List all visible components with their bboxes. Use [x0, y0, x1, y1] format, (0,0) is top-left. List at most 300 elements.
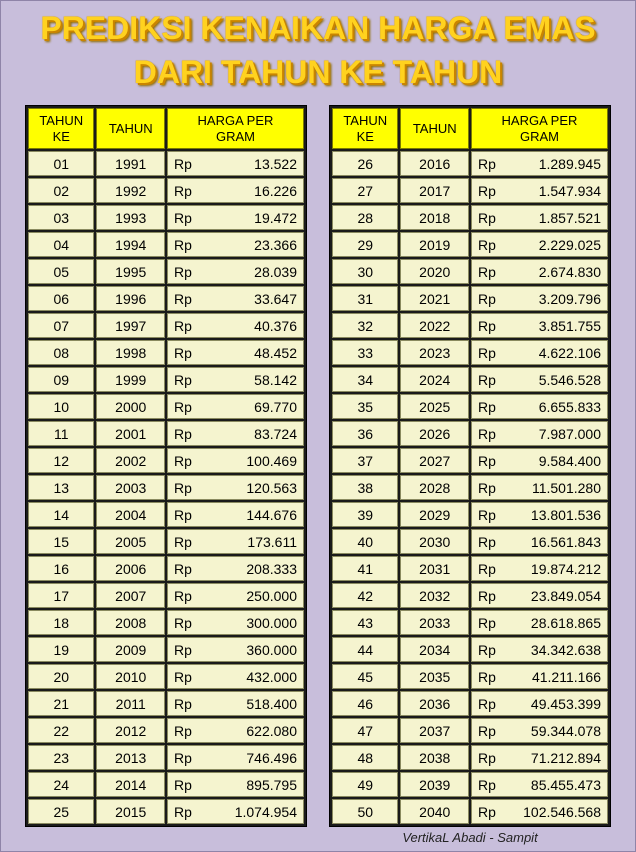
cell-tahun-ke: 21 — [28, 691, 94, 716]
cell-harga — [167, 664, 304, 689]
table-row — [28, 205, 304, 230]
header-tahun: TAHUN — [96, 108, 165, 149]
cell-harga — [471, 799, 608, 824]
cell-harga — [471, 340, 608, 365]
cell-harga — [167, 205, 304, 230]
cell-harga — [167, 772, 304, 797]
price-value: 16.226 — [254, 182, 297, 199]
currency-label: Rp — [173, 209, 192, 226]
cell-tahun: 2025 — [400, 394, 469, 419]
cell-tahun-ke: 03 — [28, 205, 94, 230]
cell-harga — [167, 151, 304, 176]
cell-tahun: 2006 — [96, 556, 165, 581]
cell-tahun: 2032 — [400, 583, 469, 608]
cell-tahun: 2014 — [96, 772, 165, 797]
price-value: 59.344.078 — [530, 722, 601, 739]
cell-tahun: 1997 — [96, 313, 165, 338]
table-row — [28, 772, 304, 797]
price-value: 23.849.054 — [530, 587, 601, 604]
price-value: 40.376 — [254, 317, 297, 334]
cell-tahun-ke: 06 — [28, 286, 94, 311]
currency-label: Rp — [477, 182, 496, 199]
price-value: 9.584.400 — [538, 452, 601, 469]
cell-tahun-ke: 12 — [28, 448, 94, 473]
price-value: 28.039 — [254, 263, 297, 280]
cell-tahun-ke: 35 — [332, 394, 398, 419]
cell-tahun: 2028 — [400, 475, 469, 500]
cell-tahun-ke: 36 — [332, 421, 398, 446]
cell-harga — [167, 178, 304, 203]
cell-tahun: 2004 — [96, 502, 165, 527]
cell-tahun-ke: 33 — [332, 340, 398, 365]
cell-tahun-ke: 45 — [332, 664, 398, 689]
cell-tahun: 2036 — [400, 691, 469, 716]
currency-label: Rp — [173, 776, 192, 793]
cell-harga — [167, 394, 304, 419]
cell-tahun: 2034 — [400, 637, 469, 662]
cell-harga — [471, 529, 608, 554]
currency-label: Rp — [477, 236, 496, 253]
currency-label: Rp — [477, 614, 496, 631]
currency-label: Rp — [477, 155, 496, 172]
cell-harga — [471, 583, 608, 608]
table-row — [28, 259, 304, 284]
table-row — [332, 448, 608, 473]
currency-label: Rp — [477, 506, 496, 523]
price-value: 49.453.399 — [530, 695, 601, 712]
price-value: 6.655.833 — [538, 398, 601, 415]
currency-label: Rp — [173, 263, 192, 280]
cell-harga — [471, 205, 608, 230]
cell-tahun: 2029 — [400, 502, 469, 527]
price-value: 250.000 — [246, 587, 297, 604]
cell-harga — [167, 610, 304, 635]
header-tahun-ke-label: TAHUN KE — [39, 112, 84, 144]
cell-harga — [167, 529, 304, 554]
cell-tahun-ke: 01 — [28, 151, 94, 176]
footer-credit: VertikaL Abadi - Sampit — [402, 830, 538, 845]
currency-label: Rp — [477, 263, 496, 280]
price-value: 13.801.536 — [530, 506, 601, 523]
cell-tahun-ke: 31 — [332, 286, 398, 311]
price-value: 11.501.280 — [531, 479, 601, 496]
header-row — [28, 108, 304, 149]
cell-tahun-ke: 13 — [28, 475, 94, 500]
price-value: 34.342.638 — [530, 641, 601, 658]
cell-harga — [167, 259, 304, 284]
cell-harga — [167, 475, 304, 500]
cell-tahun-ke: 22 — [28, 718, 94, 743]
cell-harga — [471, 610, 608, 635]
cell-tahun-ke: 16 — [28, 556, 94, 581]
cell-harga — [471, 151, 608, 176]
cell-tahun: 2020 — [400, 259, 469, 284]
price-table-right-body — [332, 151, 608, 824]
table-row — [28, 421, 304, 446]
cell-tahun: 2018 — [400, 205, 469, 230]
price-value: 69.770 — [254, 398, 297, 415]
table-row — [28, 799, 304, 824]
price-value: 5.546.528 — [538, 371, 601, 388]
price-value: 4.622.106 — [538, 344, 601, 361]
currency-label: Rp — [173, 506, 192, 523]
currency-label: Rp — [173, 560, 192, 577]
cell-harga — [167, 286, 304, 311]
cell-tahun: 2038 — [400, 745, 469, 770]
cell-tahun-ke: 46 — [332, 691, 398, 716]
currency-label: Rp — [477, 803, 496, 820]
price-value: 432.000 — [246, 668, 297, 685]
table-row — [332, 691, 608, 716]
header-tahun-ke — [332, 108, 398, 149]
currency-label: Rp — [173, 452, 192, 469]
table-row — [28, 691, 304, 716]
currency-label: Rp — [477, 479, 496, 496]
table-row — [332, 232, 608, 257]
cell-tahun: 2017 — [400, 178, 469, 203]
currency-label: Rp — [173, 533, 192, 550]
cell-tahun-ke: 19 — [28, 637, 94, 662]
cell-tahun-ke: 23 — [28, 745, 94, 770]
currency-label: Rp — [173, 614, 192, 631]
cell-tahun: 2039 — [400, 772, 469, 797]
currency-label: Rp — [477, 749, 496, 766]
price-value: 746.496 — [246, 749, 297, 766]
cell-tahun-ke: 20 — [28, 664, 94, 689]
cell-tahun-ke: 09 — [28, 367, 94, 392]
page-title-line-2: DARI TAHUN KE TAHUN — [133, 54, 503, 90]
currency-label: Rp — [173, 587, 192, 604]
table-row — [332, 421, 608, 446]
cell-tahun: 1998 — [96, 340, 165, 365]
cell-tahun-ke: 29 — [332, 232, 398, 257]
currency-label: Rp — [173, 317, 192, 334]
price-table-left — [25, 105, 307, 827]
price-value: 100.469 — [246, 452, 297, 469]
cell-harga — [167, 637, 304, 662]
cell-tahun-ke: 18 — [28, 610, 94, 635]
cell-harga — [471, 313, 608, 338]
price-value: 58.142 — [254, 371, 297, 388]
table-row — [332, 718, 608, 743]
table-row — [332, 286, 608, 311]
currency-label: Rp — [477, 290, 496, 307]
currency-label: Rp — [477, 722, 496, 739]
cell-tahun: 2040 — [400, 799, 469, 824]
table-row — [28, 475, 304, 500]
currency-label: Rp — [173, 344, 192, 361]
price-value: 23.366 — [254, 236, 297, 253]
cell-tahun: 2024 — [400, 367, 469, 392]
cell-harga — [471, 286, 608, 311]
price-value: 28.618.865 — [530, 614, 601, 631]
table-row — [332, 259, 608, 284]
cell-tahun-ke: 43 — [332, 610, 398, 635]
cell-tahun-ke: 47 — [332, 718, 398, 743]
cell-harga — [167, 745, 304, 770]
cell-harga — [167, 556, 304, 581]
cell-tahun-ke: 24 — [28, 772, 94, 797]
cell-tahun: 2027 — [400, 448, 469, 473]
price-value: 518.400 — [246, 695, 297, 712]
price-value: 208.333 — [246, 560, 297, 577]
price-value: 144.676 — [246, 506, 297, 523]
price-value: 895.795 — [246, 776, 297, 793]
currency-label: Rp — [477, 587, 496, 604]
table-row — [28, 610, 304, 635]
cell-harga — [471, 745, 608, 770]
table-row — [28, 178, 304, 203]
table-row — [28, 529, 304, 554]
cell-tahun-ke: 27 — [332, 178, 398, 203]
currency-label: Rp — [477, 317, 496, 334]
price-value: 7.987.000 — [538, 425, 601, 442]
cell-tahun-ke: 38 — [332, 475, 398, 500]
cell-tahun: 2003 — [96, 475, 165, 500]
cell-tahun: 2005 — [96, 529, 165, 554]
table-row — [28, 394, 304, 419]
cell-tahun-ke: 15 — [28, 529, 94, 554]
currency-label: Rp — [477, 398, 496, 415]
cell-tahun-ke: 30 — [332, 259, 398, 284]
table-row — [28, 286, 304, 311]
table-row — [28, 745, 304, 770]
price-value: 300.000 — [246, 614, 297, 631]
header-row — [332, 108, 608, 149]
table-row — [332, 313, 608, 338]
cell-tahun: 1999 — [96, 367, 165, 392]
table-row — [332, 772, 608, 797]
currency-label: Rp — [173, 479, 192, 496]
header-harga — [471, 108, 608, 149]
cell-tahun-ke: 48 — [332, 745, 398, 770]
currency-label: Rp — [173, 749, 192, 766]
cell-tahun: 2021 — [400, 286, 469, 311]
table-row — [332, 664, 608, 689]
currency-label: Rp — [477, 668, 496, 685]
price-value: 1.289.945 — [538, 155, 601, 172]
price-value: 1.857.521 — [538, 209, 601, 226]
table-row — [28, 151, 304, 176]
cell-harga — [471, 556, 608, 581]
cell-harga — [167, 691, 304, 716]
cell-harga — [167, 718, 304, 743]
price-value: 16.561.843 — [530, 533, 601, 550]
cell-harga — [471, 502, 608, 527]
cell-tahun-ke: 02 — [28, 178, 94, 203]
cell-tahun-ke: 28 — [332, 205, 398, 230]
cell-harga — [471, 664, 608, 689]
price-value: 41.211.166 — [531, 668, 601, 685]
table-row — [28, 313, 304, 338]
cell-harga — [167, 421, 304, 446]
cell-tahun-ke: 04 — [28, 232, 94, 257]
cell-harga — [471, 772, 608, 797]
header-tahun-ke — [28, 108, 94, 149]
cell-tahun-ke: 10 — [28, 394, 94, 419]
currency-label: Rp — [173, 290, 192, 307]
table-row — [332, 529, 608, 554]
cell-tahun-ke: 40 — [332, 529, 398, 554]
table-row — [332, 475, 608, 500]
currency-label: Rp — [477, 209, 496, 226]
table-row — [332, 799, 608, 824]
price-value: 48.452 — [254, 344, 297, 361]
cell-tahun-ke: 11 — [28, 421, 94, 446]
cell-harga — [167, 448, 304, 473]
currency-label: Rp — [173, 182, 192, 199]
cell-tahun-ke: 50 — [332, 799, 398, 824]
cell-tahun: 2030 — [400, 529, 469, 554]
table-row — [28, 583, 304, 608]
price-value: 33.647 — [254, 290, 297, 307]
currency-label: Rp — [173, 425, 192, 442]
cell-tahun-ke: 26 — [332, 151, 398, 176]
table-row — [28, 718, 304, 743]
currency-label: Rp — [477, 560, 496, 577]
cell-tahun: 2023 — [400, 340, 469, 365]
cell-tahun: 2037 — [400, 718, 469, 743]
currency-label: Rp — [173, 641, 192, 658]
cell-harga — [167, 313, 304, 338]
cell-tahun: 2035 — [400, 664, 469, 689]
cell-harga — [471, 367, 608, 392]
cell-harga — [471, 637, 608, 662]
cell-tahun-ke: 05 — [28, 259, 94, 284]
table-row — [332, 205, 608, 230]
cell-harga — [471, 475, 608, 500]
currency-label: Rp — [173, 722, 192, 739]
table-row — [332, 637, 608, 662]
table-row — [28, 340, 304, 365]
price-value: 173.611 — [247, 533, 297, 550]
price-value: 120.563 — [246, 479, 297, 496]
cell-tahun: 2013 — [96, 745, 165, 770]
cell-harga — [471, 394, 608, 419]
price-value: 622.080 — [246, 722, 297, 739]
cell-tahun: 2026 — [400, 421, 469, 446]
cell-tahun: 2022 — [400, 313, 469, 338]
currency-label: Rp — [173, 668, 192, 685]
cell-harga — [167, 583, 304, 608]
cell-tahun: 1992 — [96, 178, 165, 203]
cell-tahun: 2009 — [96, 637, 165, 662]
table-row — [28, 367, 304, 392]
cell-tahun-ke: 14 — [28, 502, 94, 527]
table-row — [332, 556, 608, 581]
header-harga — [167, 108, 304, 149]
cell-tahun-ke: 42 — [332, 583, 398, 608]
header-tahun-ke-label: TAHUN KE — [343, 112, 388, 144]
table-row — [28, 556, 304, 581]
cell-tahun-ke: 25 — [28, 799, 94, 824]
table-row — [332, 502, 608, 527]
price-value: 1.074.954 — [234, 803, 297, 820]
currency-label: Rp — [477, 641, 496, 658]
table-row — [28, 448, 304, 473]
table-row — [28, 637, 304, 662]
cell-tahun: 1991 — [96, 151, 165, 176]
currency-label: Rp — [173, 236, 192, 253]
currency-label: Rp — [173, 398, 192, 415]
cell-tahun-ke: 08 — [28, 340, 94, 365]
price-table-right — [329, 105, 611, 827]
cell-harga — [167, 232, 304, 257]
cell-tahun-ke: 17 — [28, 583, 94, 608]
table-row — [332, 583, 608, 608]
header-tahun: TAHUN — [400, 108, 469, 149]
price-value: 360.000 — [246, 641, 297, 658]
cell-harga — [167, 799, 304, 824]
price-value: 2.229.025 — [538, 236, 601, 253]
cell-harga — [471, 232, 608, 257]
cell-harga — [471, 421, 608, 446]
cell-harga — [471, 259, 608, 284]
cell-tahun: 2012 — [96, 718, 165, 743]
cell-tahun: 2001 — [96, 421, 165, 446]
currency-label: Rp — [173, 695, 192, 712]
cell-tahun: 2007 — [96, 583, 165, 608]
price-value: 85.455.473 — [530, 776, 601, 793]
cell-tahun: 2010 — [96, 664, 165, 689]
cell-tahun: 2002 — [96, 448, 165, 473]
cell-harga — [471, 691, 608, 716]
cell-tahun: 2031 — [400, 556, 469, 581]
price-value: 3.851.755 — [538, 317, 601, 334]
cell-tahun: 2011 — [96, 691, 165, 716]
cell-tahun: 2015 — [96, 799, 165, 824]
price-value: 2.674.830 — [538, 263, 601, 280]
cell-harga — [471, 718, 608, 743]
page-title-line-1: PREDIKSI KENAIKAN HARGA EMAS — [40, 10, 596, 46]
cell-tahun-ke: 07 — [28, 313, 94, 338]
cell-tahun: 1993 — [96, 205, 165, 230]
table-row — [332, 340, 608, 365]
table-row — [332, 151, 608, 176]
table-row — [28, 232, 304, 257]
price-value: 19.472 — [254, 209, 297, 226]
cell-tahun: 2033 — [400, 610, 469, 635]
cell-tahun-ke: 44 — [332, 637, 398, 662]
currency-label: Rp — [477, 533, 496, 550]
header-harga-label: HARGA PER GRAM — [197, 112, 274, 144]
cell-tahun: 2016 — [400, 151, 469, 176]
currency-label: Rp — [477, 452, 496, 469]
cell-tahun-ke: 32 — [332, 313, 398, 338]
price-value: 71.212.894 — [530, 749, 601, 766]
cell-tahun: 2000 — [96, 394, 165, 419]
currency-label: Rp — [477, 776, 496, 793]
table-row — [28, 502, 304, 527]
currency-label: Rp — [477, 371, 496, 388]
currency-label: Rp — [173, 803, 192, 820]
cell-tahun: 2019 — [400, 232, 469, 257]
price-value: 13.522 — [254, 155, 297, 172]
currency-label: Rp — [477, 695, 496, 712]
cell-tahun-ke: 34 — [332, 367, 398, 392]
cell-tahun: 1994 — [96, 232, 165, 257]
price-value: 19.874.212 — [530, 560, 601, 577]
cell-tahun-ke: 39 — [332, 502, 398, 527]
table-row — [332, 367, 608, 392]
currency-label: Rp — [173, 155, 192, 172]
cell-tahun-ke: 37 — [332, 448, 398, 473]
table-row — [332, 178, 608, 203]
price-value: 3.209.796 — [538, 290, 601, 307]
price-value: 1.547.934 — [538, 182, 601, 199]
currency-label: Rp — [173, 371, 192, 388]
price-table-left-body — [28, 151, 304, 824]
